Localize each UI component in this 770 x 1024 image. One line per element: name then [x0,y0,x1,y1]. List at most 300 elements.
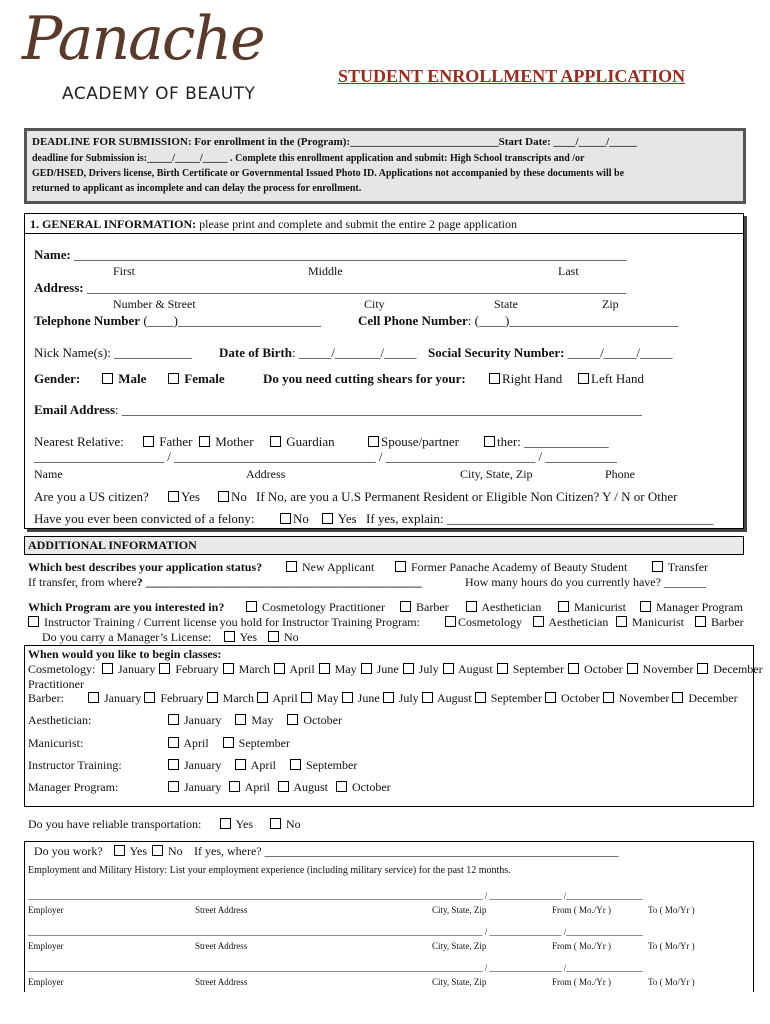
month-option[interactable] [603,691,670,705]
right-hand-label: Right Hand [502,371,563,386]
relative-label: Nearest Relative: [34,434,124,449]
month-option[interactable] [319,662,357,676]
relative-guardian[interactable] [270,434,335,450]
month-label: June [354,691,380,705]
instructor-option-label: Barber [711,615,744,629]
month-label: January [101,691,142,705]
status-new[interactable] [286,560,374,575]
cosmetology-months [102,662,767,677]
divider [24,233,744,234]
checkbox-icon[interactable] [443,663,454,674]
male-label: Male [118,371,147,386]
city-label: City [364,297,385,311]
felony-no[interactable] [280,511,309,527]
month-option[interactable] [627,662,694,676]
no-label: No [231,489,247,504]
instructor-label: Instructor Training / Current license you hold for Instructor Training Program: [44,615,420,629]
month-option[interactable] [257,691,298,705]
month-label: December [685,691,738,705]
instructor-months [168,758,371,773]
checkbox-icon[interactable] [199,436,210,447]
month-label: May [248,713,274,727]
zip-label: Zip [602,297,619,311]
checkbox-icon[interactable] [342,692,353,703]
name-field[interactable]: _____________________________________________________________________________________ [74,247,627,262]
checkbox-icon[interactable] [361,663,372,674]
transfer-from-field[interactable]: ? ______________________________________________ [136,575,422,589]
manager-license-no[interactable] [268,630,299,645]
ssn-label: Social Security Number: [428,345,565,360]
name-row[interactable] [34,247,627,263]
checkbox-icon[interactable] [28,616,39,627]
manager-license-yes[interactable] [224,630,257,645]
new-applicant-label: New Applicant [302,560,375,574]
left-hand-option[interactable] [578,371,644,387]
checkbox-icon[interactable] [578,373,589,384]
program-manicurist[interactable] [558,600,626,615]
checkbox-icon[interactable] [143,436,154,447]
former-student-label: Former Panache Academy of Beauty Student [411,560,628,574]
month-label: February [172,662,219,676]
yes-label: Yes [235,817,254,831]
employment-col-label: City, State, Zip [432,977,487,987]
month-option[interactable] [278,780,328,794]
aesthetician-months [168,713,356,728]
gender-row [34,371,80,387]
felony-question: Have you ever been convicted of a felony: [34,511,255,526]
month-option[interactable] [403,662,439,676]
checkbox-icon[interactable] [484,436,495,447]
checkbox-icon[interactable] [246,601,257,612]
checkbox-icon[interactable] [290,759,301,770]
checkbox-icon[interactable] [287,714,298,725]
program-label: Cosmetology Practitioner [262,600,385,614]
month-label: September [509,662,565,676]
month-option[interactable] [235,713,273,727]
checkbox-icon[interactable] [545,692,556,703]
checkbox-icon[interactable] [235,714,246,725]
deadline-line-4: returned to applicant as incomplete and can delay the process for enrollment. [32,183,362,194]
transport-question: Do you have reliable transportation: [28,817,202,831]
work-no[interactable] [152,844,183,859]
employment-col-label: Employer [28,905,64,915]
checkbox-icon[interactable] [168,373,179,384]
right-hand-option[interactable] [489,371,562,387]
employment-col-label: Employer [28,941,64,951]
no-label: No [293,511,309,526]
program-label: Manicurist [574,600,626,614]
checkbox-icon[interactable] [558,601,569,612]
month-option[interactable] [290,758,357,772]
program-aesthetician[interactable] [466,600,541,615]
checkbox-icon[interactable] [286,561,297,572]
month-option[interactable] [342,691,380,705]
gender-female-option[interactable] [168,371,225,387]
month-label: December [710,662,763,676]
month-option[interactable] [287,713,342,727]
checkbox-icon[interactable] [697,663,708,674]
relative-mother[interactable] [199,434,254,450]
nick-field[interactable]: ____________ [114,345,193,360]
cell-row[interactable] [358,313,678,329]
checkbox-icon[interactable] [603,692,614,703]
logo-subtitle: ACADEMY OF BEAUTY [62,84,256,104]
relative-father[interactable] [143,434,192,450]
general-heading-note: please print and complete and submit the entire 2 page application [199,217,518,231]
instructor-training-label: Instructor Training: [28,758,122,772]
page-title: STUDENT ENROLLMENT APPLICATION [338,66,686,86]
manicurist-months [168,736,304,751]
month-label: January [181,758,222,772]
relative-spouse[interactable] [368,434,459,450]
transfer-from-label: If transfer, from where [28,575,137,589]
checkbox-icon[interactable] [144,692,155,703]
telephone-label: Telephone Number [34,313,141,328]
month-label: February [157,691,204,705]
dob-label: Date of Birth [219,345,292,360]
checkbox-icon[interactable] [489,373,500,384]
checkbox-icon[interactable] [223,737,234,748]
month-option[interactable] [672,691,737,705]
employment-col-label: Employer [28,977,64,987]
deadline-line-2: deadline for Submission is:_____/_____/_____ . Complete this enrollment application and submit: High School transcripts and /or [32,153,585,164]
gender-label: Gender: [34,371,81,386]
month-label: January [181,713,222,727]
checkbox-icon[interactable] [268,631,279,642]
month-option[interactable] [223,736,290,750]
checkbox-icon[interactable] [652,561,663,572]
no-label: No [168,844,183,858]
relative-fields[interactable]: ____________________ / _______________________________ / _______________________ / ___________ [34,449,617,464]
manager-license-question: Do you carry a Manager’s License: [42,630,212,644]
citizen-yes[interactable] [168,489,200,505]
mother-label: Mother [215,434,254,449]
shears-question: Do you need cutting shears for your: [263,371,466,386]
checkbox-icon[interactable] [695,616,706,627]
nick-label: Nick Name(s): [34,345,111,360]
month-label: November [639,662,694,676]
telephone-field[interactable]: (____)______________________ [143,313,321,328]
logo-script: Panache [22,4,264,74]
month-option[interactable] [88,691,141,705]
checkbox-icon[interactable] [224,631,235,642]
email-field[interactable]: : ________________________________________________________________________________ [115,402,642,417]
checkbox-icon[interactable] [152,845,163,856]
checkbox-icon[interactable] [497,663,508,674]
yes-label: Yes [129,844,148,858]
checkbox-icon[interactable] [280,513,291,524]
deadline-line-3: GED/HSED, Drivers license, Birth Certificate or Governmental Issued Photo ID. Applications not accompanied by these documents will be [32,168,625,179]
checkbox-icon[interactable] [207,692,218,703]
first-label: First [113,264,136,278]
month-option[interactable] [545,691,600,705]
transport-yes[interactable] [220,817,253,832]
checkbox-icon[interactable] [270,818,281,829]
month-label: October [581,662,623,676]
checkbox-icon[interactable] [368,436,379,447]
checkbox-icon[interactable] [383,692,394,703]
checkbox-icon[interactable] [301,692,312,703]
checkbox-icon[interactable] [168,714,179,725]
checkbox-icon[interactable] [278,781,289,792]
employment-field[interactable]: _____________________________________________________________________________________________________ / ________________ /_________________ [28,963,643,973]
address-row[interactable] [34,280,626,296]
checkbox-icon[interactable] [159,663,170,674]
month-label: March [235,662,270,676]
instructor-row[interactable] [28,615,420,630]
month-option[interactable] [422,691,472,705]
checkbox-icon[interactable] [223,663,234,674]
employment-col-label: Street Address [195,977,248,987]
employment-field[interactable]: _____________________________________________________________________________________________________ / ________________ /_________________ [28,891,643,901]
telephone-row[interactable] [34,313,321,329]
month-option[interactable] [207,691,254,705]
guardian-label: Guardian [286,434,335,449]
month-option[interactable] [168,758,221,772]
relative-other[interactable] [484,434,609,450]
col-city-label: City, State, Zip [460,467,533,481]
citizen-no[interactable] [218,489,247,505]
employment-field[interactable]: _____________________________________________________________________________________________________ / ________________ /_________________ [28,927,643,937]
checkbox-icon[interactable] [220,818,231,829]
name-label: Name: [34,247,71,262]
ssn-row[interactable] [428,345,672,361]
month-label: January [181,780,222,794]
month-option[interactable] [475,691,542,705]
employment-col-label: To ( Mo/Yr ) [648,977,695,987]
address-field[interactable]: ___________________________________________________________________________________ [86,280,627,295]
program-label: Manager Program [656,600,743,614]
checkbox-icon[interactable] [627,663,638,674]
other-label: ther: _____________ [497,434,609,449]
hours-question[interactable]: How many hours do you currently have? _______ [465,575,706,589]
month-label: November [615,691,670,705]
instructor-manicurist[interactable] [616,615,684,630]
ssn-field[interactable]: _____/_____/_____ [567,345,673,360]
month-label: April [248,758,276,772]
practitioner-label: Practitioner [28,677,84,691]
employment-col-label: Street Address [195,905,248,915]
no-label: No [286,817,301,831]
checkbox-icon[interactable] [403,663,414,674]
month-option[interactable] [223,662,270,676]
month-label: January [115,662,156,676]
barber-months [88,691,741,706]
email-label: Email Address [34,402,116,417]
father-label: Father [159,434,193,449]
dob-field[interactable]: : _____/_______/_____ [291,345,417,360]
no-label: No [284,630,299,644]
yes-label: Yes [239,630,258,644]
spouse-label: Spouse/partner [381,434,459,449]
program-label: Barber [416,600,449,614]
employment-col-label: From ( Mo./Yr ) [552,905,611,915]
work-where-field[interactable]: If yes, where? ___________________________________________________________ [194,844,619,858]
program-barber[interactable] [400,600,449,615]
month-label: April [269,691,298,705]
work-question: Do you work? [34,844,103,858]
checkbox-icon[interactable] [336,781,347,792]
transport-no[interactable] [270,817,301,832]
program-question: Which Program are you interested in? [28,600,225,614]
status-former[interactable] [395,560,627,575]
checkbox-icon[interactable] [235,759,246,770]
checkbox-icon[interactable] [168,759,179,770]
gender-male-option[interactable] [102,371,146,387]
month-option[interactable] [102,662,155,676]
month-option[interactable] [336,780,391,794]
nickname-row[interactable] [34,345,192,361]
employment-col-label: Street Address [195,941,248,951]
month-label: May [331,662,357,676]
month-label: July [415,662,439,676]
status-transfer[interactable] [652,560,708,575]
checkbox-icon[interactable] [400,601,411,612]
checkbox-icon[interactable] [102,663,113,674]
checkbox-icon[interactable] [114,845,125,856]
employment-col-label: From ( Mo./Yr ) [552,941,611,951]
cosmetology-label: Cosmetology: [28,662,96,676]
cell-label: Cell Phone Number [358,313,468,328]
employment-col-label: To ( Mo/Yr ) [648,905,695,915]
month-option[interactable] [383,691,419,705]
general-heading: 1. GENERAL INFORMATION: [30,217,197,231]
manager-program-label: Manager Program: [28,780,119,794]
month-option[interactable] [497,662,564,676]
month-option[interactable] [568,662,623,676]
checkbox-icon[interactable] [395,561,406,572]
month-option[interactable] [168,713,221,727]
employment-note: Employment and Military History: List your employment experience (including military service) for the past 12 months. [28,865,511,876]
employment-col-label: From ( Mo./Yr ) [552,977,611,987]
month-label: April [286,662,315,676]
month-label: April [242,780,270,794]
month-option[interactable] [229,780,270,794]
month-label: May [313,691,339,705]
state-label: State [494,297,518,311]
month-option[interactable] [697,662,762,676]
month-label: June [373,662,399,676]
employment-col-label: To ( Mo/Yr ) [648,941,695,951]
transfer-from-row[interactable] [28,575,422,590]
month-label: August [434,691,472,705]
month-option[interactable] [144,691,203,705]
transfer-label: Transfer [667,560,709,574]
additional-heading: ADDITIONAL INFORMATION [28,538,197,552]
checkbox-icon[interactable] [102,373,113,384]
checkbox-icon[interactable] [475,692,486,703]
begin-classes-heading: When would you like to begin classes: [28,647,222,661]
month-option[interactable] [168,736,209,750]
email-row[interactable] [34,402,642,418]
employment-col-label: City, State, Zip [432,941,487,951]
month-label: April [181,736,209,750]
checkbox-icon[interactable] [274,663,285,674]
checkbox-icon[interactable] [568,663,579,674]
checkbox-icon[interactable] [168,491,179,502]
checkbox-icon[interactable] [422,692,433,703]
checkbox-icon[interactable] [533,616,544,627]
number-street-label: Number & Street [113,297,196,311]
work-yes[interactable] [114,844,147,859]
month-label: October [349,780,391,794]
month-option[interactable] [159,662,218,676]
deadline-line-1: DEADLINE FOR SUBMISSION: For enrollment in the (Program):___________________________Start Date: ____/_____/_____ [32,136,637,148]
instructor-aesthetician[interactable] [533,615,608,630]
checkbox-icon[interactable] [319,663,330,674]
month-label: August [455,662,493,676]
col-address-label: Address [246,467,286,481]
dob-row[interactable] [219,345,417,361]
checkbox-icon[interactable] [672,692,683,703]
month-option[interactable] [361,662,399,676]
status-question: Which best describes your application status? [28,560,263,574]
yes-label: Yes [337,511,357,526]
month-option[interactable] [274,662,315,676]
permanent-question: If No, are you a U.S Permanent Resident or Eligible Non Citizen? Y / N or Other [256,489,678,504]
citizen-question: Are you a US citizen? [34,489,149,504]
month-label: October [558,691,600,705]
yes-label: Yes [181,489,200,504]
checkbox-icon[interactable] [445,616,456,627]
manager-months [168,780,399,795]
checkbox-icon[interactable] [466,601,477,612]
instructor-option-label: Manicurist [632,615,684,629]
manicurist-label: Manicurist: [28,736,84,750]
month-label: September [303,758,358,772]
checkbox-icon[interactable] [270,436,281,447]
employment-col-label: City, State, Zip [432,905,487,915]
checkbox-icon[interactable] [218,491,229,502]
cell-field[interactable]: : (____)__________________________ [467,313,679,328]
last-label: Last [558,264,579,278]
col-name-label: Name [34,467,63,481]
month-label: March [219,691,254,705]
checkbox-icon[interactable] [88,692,99,703]
month-option[interactable] [443,662,493,676]
month-label: October [300,713,342,727]
month-label: September [487,691,543,705]
checkbox-icon[interactable] [168,781,179,792]
instructor-barber[interactable] [695,615,744,630]
month-label: July [395,691,419,705]
month-option[interactable] [168,780,221,794]
address-label: Address: [34,280,84,295]
checkbox-icon[interactable] [229,781,240,792]
barber-label: Barber: [28,691,64,705]
checkbox-icon[interactable] [257,692,268,703]
program-manager[interactable] [640,600,743,615]
month-option[interactable] [235,758,276,772]
month-option[interactable] [301,691,339,705]
col-phone-label: Phone [605,467,635,481]
checkbox-icon[interactable] [322,513,333,524]
program-cosmetology[interactable] [246,600,385,615]
felony-explain-field[interactable]: If yes, explain: _________________________________________ [366,511,714,526]
aesthetician-label: Aesthetician: [28,713,92,727]
general-heading-row [30,217,517,232]
checkbox-icon[interactable] [168,737,179,748]
middle-label: Middle [308,264,343,278]
left-hand-label: Left Hand [591,371,645,386]
month-label: August [291,780,329,794]
felony-yes[interactable] [322,511,357,527]
instructor-cosmetology[interactable] [445,615,522,630]
instructor-option-label: Cosmetology [458,615,523,629]
instructor-option-label: Aesthetician [548,615,609,629]
checkbox-icon[interactable] [616,616,627,627]
checkbox-icon[interactable] [640,601,651,612]
